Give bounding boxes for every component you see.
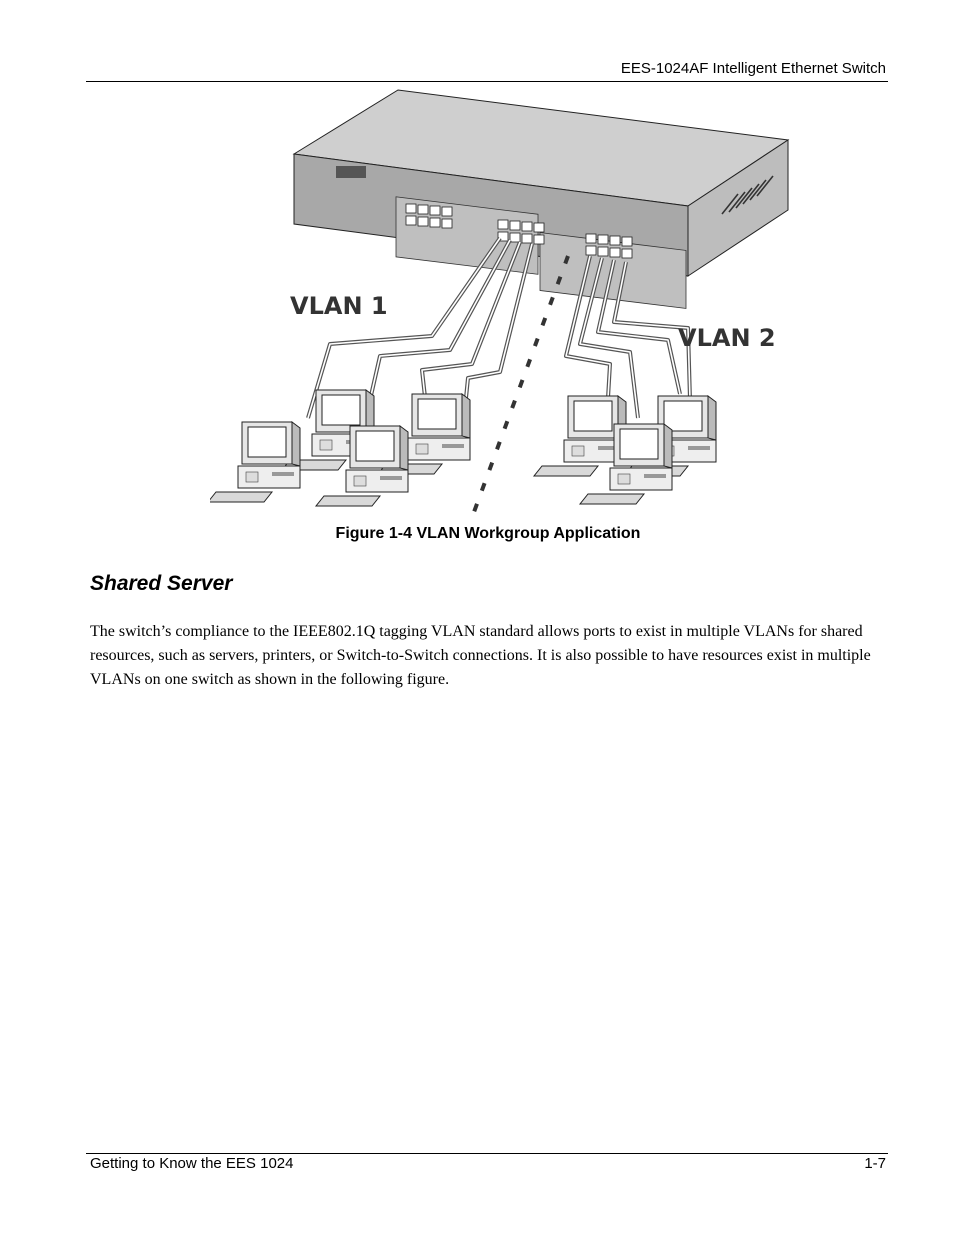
running-header: EES-1024AF Intelligent Ethernet Switch [620, 60, 886, 77]
vlan2-workstations [534, 396, 716, 504]
body-paragraph: The switch’s compliance to the IEEE802.1Q tagging VLAN standard allows ports to exist in multiple VLANs for shared resources, such as servers, printers, or Switch-to-Switch connections. It is also possible to have resources exist in multiple VLANs on one switch as shown in the following figure. [90, 623, 871, 688]
switch-chassis [294, 90, 788, 308]
page-number: 1-7 [864, 1155, 886, 1172]
vlan-workgroup-figure [210, 88, 800, 518]
vlan2-label: VLAN 2 [678, 324, 776, 352]
footer-chapter-title: Getting to Know the EES 1024 [90, 1155, 294, 1172]
header-rule [86, 81, 888, 82]
vlan1-label: VLAN 1 [290, 292, 388, 320]
switch-network-illustration [210, 88, 800, 518]
vlan1-workstations [210, 390, 470, 506]
footer-rule [86, 1153, 888, 1154]
figure-caption: Figure 1-4 VLAN Workgroup Application [335, 525, 641, 542]
section-heading: Shared Server [90, 572, 233, 595]
